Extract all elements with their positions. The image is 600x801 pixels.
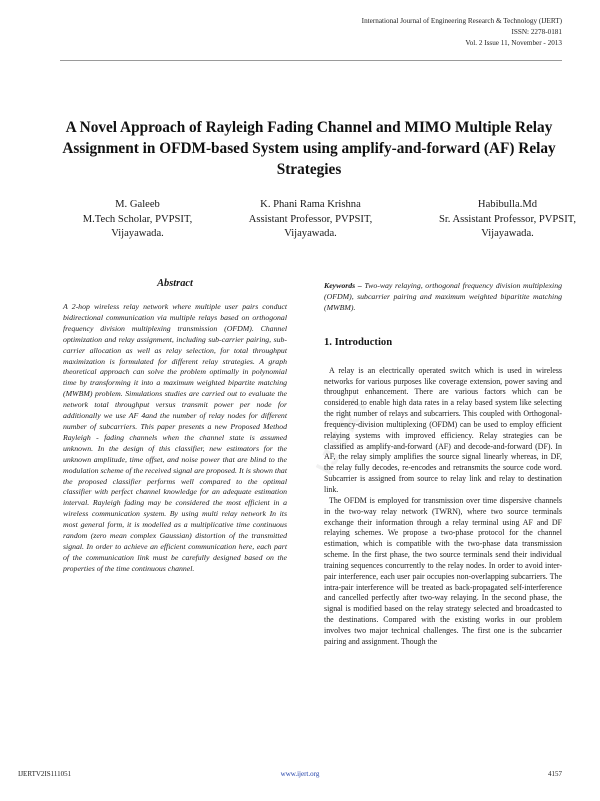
author-role: Assistant Professor, PVPSIT,	[248, 213, 373, 225]
keywords-text: Two-way relaying, orthogonal frequency division multiplexing (OFDM), subcarrier pairing and maximum weighted biparitite matching (MWBM).	[324, 281, 562, 312]
footer-page-number: 4157	[548, 770, 562, 778]
abstract-text: A 2-hop wireless relay network where multiple user pairs conduct bidirectional communication via multiple relays based on orthogonal frequency division multiplexing transmission (OFDM). Channel optimization and relay assignment, including sub-carrier pairing, sub-carrier allocation as well as relay selection, for total throughput maximization is formulated for different relay strategies. A graph theoretical approach can solve the problem optimally in polynomial time by transforming it into a maximum weighted bipartite matching (MWBM) problem. Simulations studies are carried out to evaluate the network total throughput versus transmit power per node for additionally we use AF 4and the number of relay nodes for different number of subcarriers. This paper presents a new Proposed Method Rayleigh - fading channels when the channel state is assumed unknown. In the design of this classifier, new estimators for the unknown amplitude, time offset, and noise power that are blind to the modulation scheme of the received signal are proposed. It is shown that the proposed classifier performs well compared to the optimal classifier with perfect channel knowledge for an adequate estimation interval. Rayleigh fading may be considered the most efficient in a wireless communication system. By using multi relay network In its most general form, it is modelled as a multiplicative time continuous random (zero mean complex Gaussian) distortion of the transmitted signal. In order to achieve an efficient communication here, each part of the communication link must be carefully designed based on the properties of the time continuous channel.	[63, 302, 287, 573]
author-role: M.Tech Scholar, PVPSIT,	[82, 213, 193, 225]
journal-issn: ISSN: 2278-0181	[511, 28, 562, 37]
abstract-heading: Abstract	[157, 278, 193, 289]
author-2	[212, 198, 409, 242]
author-name: K. Phani Rama Krishna	[260, 199, 361, 210]
footer-url[interactable]: www.ijert.org	[280, 770, 320, 778]
footer-paper-id: IJERTV2IS111051	[18, 770, 72, 778]
author-place: Vijayawada.	[111, 228, 164, 239]
keywords-label: Keywords –	[324, 281, 362, 290]
author-name: M. Galeeb	[115, 199, 160, 210]
watermark: IJERT	[310, 388, 377, 479]
intro-paragraph-1: A relay is an electrically operated switch which is used in wireless networks for various purposes like coverage extension, power saving and throughput enhancement. There are various factors which can be considered to enable high data rates in a relay based system like selecting the right number of relays and subcarriers. This coupled with Orthogonal-frequency-division multiplexing (OFDM) can be used to employ efficient relaying systems with improved efficiency. Relay strategies can be classified as amplify-and-forward (AF) and decode-and-forward (DF). In AF, the relay simply amplifies the source signal linearly whereas, in DF, the relay fully decodes, re-encodes and retransmits the source code word. Subcarrier is assigned from source to relay link and relay to destination link.	[324, 365, 562, 494]
author-name: Habibulla.Md	[477, 199, 538, 210]
journal-header	[362, 16, 562, 50]
author-1	[55, 198, 220, 242]
author-place: Vijayawada.	[284, 228, 337, 239]
intro-paragraph-2: The OFDM is employed for transmission over time dispersive channels in the two-way relay network (TWRN), where two source terminals exchange their information through a relay terminal using AF and DF relaying schemes. We propose a two-phase protocol for the channel estimation, which is compatible with the two-phase data transmission scheme. In the first phase, the two source terminals send their individual training sequences concurrently to the relay nodes. In order to avoid inter-pair interference, each user pair occupies non-overlapping subcarriers. The intra-pair interference will be treated as back-propagated self-interference and cancelled perfectly after two-way relaying. In the second phase, the signal is modified based on the relay strategy selected and broadcasted to the destinations. Compared with the existing works in our problem involves two major technical challenges. The first one is the subcarrier pairing and assignment. Though the	[324, 495, 562, 646]
left-column	[63, 278, 287, 575]
right-column	[324, 281, 562, 648]
intro-heading: 1. Introduction	[324, 336, 393, 348]
author-role: Sr. Assistant Professor, PVPSIT,	[438, 213, 577, 225]
journal-name: International Journal of Engineering Research & Technology (IJERT)	[361, 17, 562, 25]
author-3	[400, 198, 600, 242]
header-rule	[60, 60, 562, 61]
paper-title: A Novel Approach of Rayleigh Fading Channel and MIMO Multiple Relay Assignment in OFDM-based System using amplify-and-forward (AF) Relay Strategies	[62, 119, 556, 178]
keywords	[324, 281, 562, 314]
journal-volume: Vol. 2 Issue 11, November - 2013	[465, 39, 562, 48]
author-place: Vijayawada.	[481, 228, 534, 239]
author-block	[55, 198, 577, 248]
